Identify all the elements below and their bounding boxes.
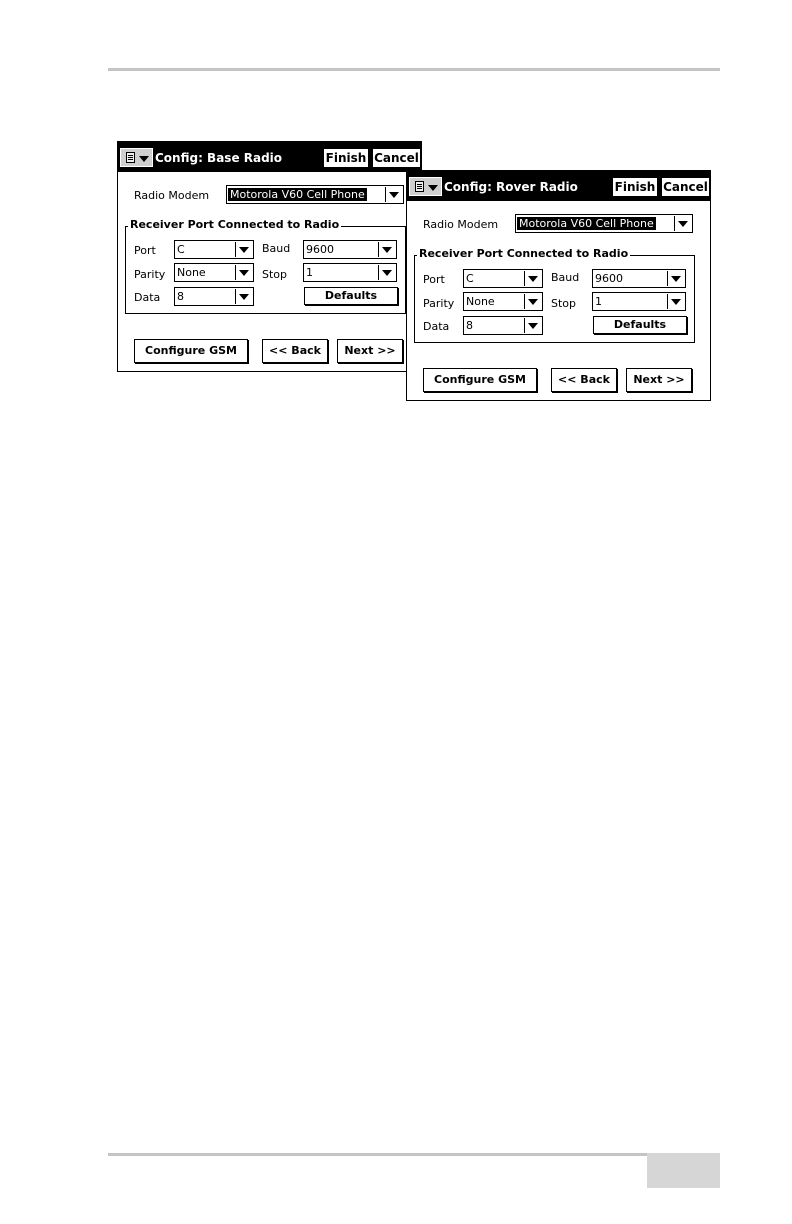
stop-bits-value: 1 <box>595 295 602 308</box>
start-menu-button[interactable] <box>120 148 153 167</box>
dropdown-arrow-icon <box>235 289 252 304</box>
rover-radio-dialog <box>406 170 711 401</box>
radio-modem-select[interactable] <box>226 185 404 204</box>
dropdown-arrow-icon <box>235 242 252 257</box>
radio-modem-label: Radio Modem <box>423 218 499 231</box>
start-menu-icon <box>126 152 135 163</box>
baud-value: 9600 <box>306 243 334 256</box>
back-button[interactable]: << Back <box>551 368 617 392</box>
port-value: C <box>177 243 185 256</box>
dropdown-arrow-icon <box>385 187 402 202</box>
title-bar <box>407 171 710 201</box>
baud-label: Baud <box>262 242 291 255</box>
cancel-button[interactable]: Cancel <box>372 148 421 168</box>
footer-rule <box>108 1153 720 1156</box>
next-button[interactable]: Next >> <box>337 339 403 363</box>
chevron-down-icon <box>139 156 149 162</box>
baud-select[interactable] <box>303 240 397 259</box>
back-button[interactable]: << Back <box>262 339 328 363</box>
baud-select[interactable] <box>592 269 686 288</box>
configure-gsm-button[interactable]: Configure GSM <box>134 339 248 363</box>
receiver-port-group-title: Receiver Port Connected to Radio <box>419 247 629 260</box>
receiver-port-group-title: Receiver Port Connected to Radio <box>130 218 340 231</box>
parity-select[interactable] <box>463 292 543 311</box>
dropdown-arrow-icon <box>378 265 395 280</box>
parity-value: None <box>177 266 206 279</box>
radio-modem-value: Motorola V60 Cell Phone <box>230 188 365 201</box>
port-label: Port <box>423 273 445 286</box>
stop-bits-select[interactable] <box>592 292 686 311</box>
dropdown-arrow-icon <box>667 294 684 309</box>
data-bits-select[interactable] <box>174 287 254 306</box>
dialog-title: Config: Base Radio <box>155 151 283 165</box>
page-number-tab <box>647 1153 720 1188</box>
finish-button[interactable]: Finish <box>323 148 369 168</box>
configure-gsm-button[interactable]: Configure GSM <box>423 368 537 392</box>
data-bits-value: 8 <box>177 290 184 303</box>
data-bits-select[interactable] <box>463 316 543 335</box>
chevron-down-icon <box>428 185 438 191</box>
dropdown-arrow-icon <box>378 242 395 257</box>
parity-label: Parity <box>423 297 455 310</box>
dropdown-arrow-icon <box>524 294 541 309</box>
port-value: C <box>466 272 474 285</box>
cancel-button[interactable]: Cancel <box>661 177 710 197</box>
parity-label: Parity <box>134 268 166 281</box>
dropdown-arrow-icon <box>674 216 691 231</box>
stop-label: Stop <box>262 268 288 281</box>
start-menu-button[interactable] <box>409 177 442 196</box>
radio-modem-label: Radio Modem <box>134 189 210 202</box>
base-radio-dialog <box>117 141 422 372</box>
data-bits-value: 8 <box>466 319 473 332</box>
dropdown-arrow-icon <box>524 318 541 333</box>
title-bar <box>118 142 421 172</box>
dropdown-arrow-icon <box>235 265 252 280</box>
parity-select[interactable] <box>174 263 254 282</box>
stop-bits-select[interactable] <box>303 263 397 282</box>
data-label: Data <box>134 291 161 304</box>
baud-value: 9600 <box>595 272 623 285</box>
stop-bits-value: 1 <box>306 266 313 279</box>
defaults-button[interactable]: Defaults <box>304 287 398 305</box>
port-select[interactable] <box>463 269 543 288</box>
port-select[interactable] <box>174 240 254 259</box>
stop-label: Stop <box>551 297 577 310</box>
finish-button[interactable]: Finish <box>612 177 658 197</box>
dialog-title: Config: Rover Radio <box>444 180 578 194</box>
radio-modem-value: Motorola V60 Cell Phone <box>519 217 654 230</box>
data-label: Data <box>423 320 450 333</box>
dropdown-arrow-icon <box>524 271 541 286</box>
baud-label: Baud <box>551 271 580 284</box>
start-menu-icon <box>415 181 424 192</box>
radio-modem-select[interactable] <box>515 214 693 233</box>
header-rule <box>108 68 720 71</box>
dropdown-arrow-icon <box>667 271 684 286</box>
defaults-button[interactable]: Defaults <box>593 316 687 334</box>
parity-value: None <box>466 295 495 308</box>
next-button[interactable]: Next >> <box>626 368 692 392</box>
port-label: Port <box>134 244 156 257</box>
